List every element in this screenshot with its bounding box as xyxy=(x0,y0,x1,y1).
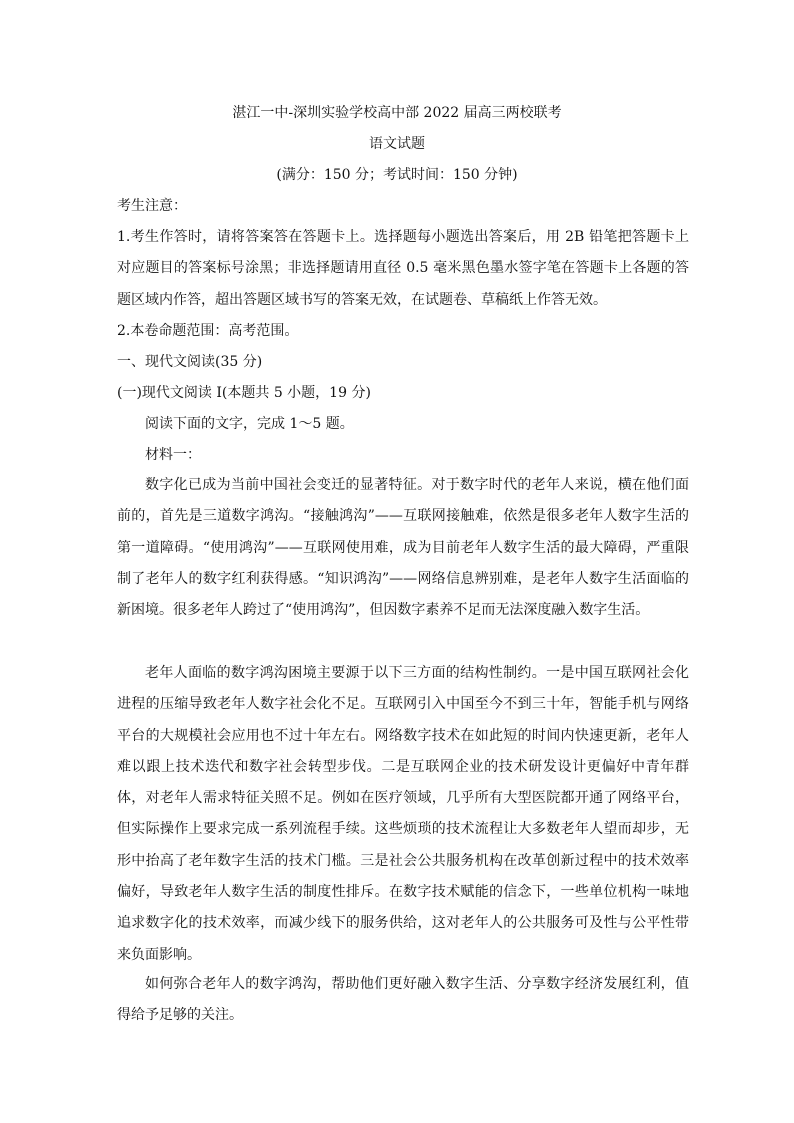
notice-item-1: 1.考生作答时，请将答案答在答题卡上。选择题每小题选出答案后，用 2B 铅笔把答题卡上对应题目的答案标号涂黑；非选择题请用直径 0.5 毫米黑色墨水签字笔在答题卡上各题的答题区域内作答，超出答题区域书写的答案无效，在试题卷、草稿纸上作答无效。 xyxy=(117,229,689,308)
material-paragraph-2: 老年人面临的数字鸿沟困境主要源于以下三方面的结构性制约。一是中国互联网社会化进程的压缩导致老年人数字社会化不足。互联网引入中国至今不到三十年，智能手机与网络平台的大规模社会应用也不过十年左右。网络数字技术在如此短的时间内快速更新，老年人难以跟上技术迭代和数字社会转型步伐。二是互联网企业的技术研发设计更偏好中青年群体，对老年人需求特征关照不足。例如在医疗领域，几乎所有大型医院都开通了网络平台，但实际操作上要求完成一系列流程手续。这些烦琐的技术流程让大多数老年人望而却步，无形中抬高了老年数字生活的技术门槛。三是社会公共服务机构在改革创新过程中的技术效率偏好，导致老年人数字生活的制度性排斥。在数字技术赋能的信念下，一些单位机构一味地追求数字化的技术效率，而减少线下的服务供给，这对老年人的公共服务可及性与公平性带来负面影响。 xyxy=(117,665,689,963)
notice-heading: 考生注意： xyxy=(117,198,187,214)
exam-info: (满分：150 分；考试时间：150 分钟) xyxy=(276,167,518,183)
subject-title: 语文试题 xyxy=(369,136,425,152)
material-label: 材料一： xyxy=(145,447,201,463)
material-paragraph-3: 如何弥合老年人的数字鸿沟，帮助他们更好融入数字生活、分享数字经济发展红利，值得给予足够的关注。 xyxy=(117,976,689,1024)
section-title: 一、现代文阅读(35 分) xyxy=(117,354,263,370)
material-paragraph-1: 数字化已成为当前中国社会变迁的显著特征。对于数字时代的老年人来说，横在他们面前的，首先是三道数字鸿沟。“接触鸿沟”——互联网接触难，依然是很多老年人数字生活的第一道障碍。“使用鸿沟”——互联网使用难，成为目前老年人数字生活的最大障碍，严重限制了老年人的数字红利获得感。“知识鸿沟”——网络信息辨别难，是老年人数字生活面临的新困境。很多老年人跨过了“使用鸿沟”，但因数字素养不足而无法深度融入数字生活。 xyxy=(117,477,689,619)
exam-title: 湛江一中-深圳实验学校高中部 2022 届高三两校联考 xyxy=(232,105,562,121)
section-subtitle: (一)现代文阅读 I(本题共 5 小题，19 分) xyxy=(117,385,371,401)
reading-instruction: 阅读下面的文字，完成 1～5 题。 xyxy=(145,416,354,432)
notice-item-2: 2.本卷命题范围：高考范围。 xyxy=(117,323,299,339)
